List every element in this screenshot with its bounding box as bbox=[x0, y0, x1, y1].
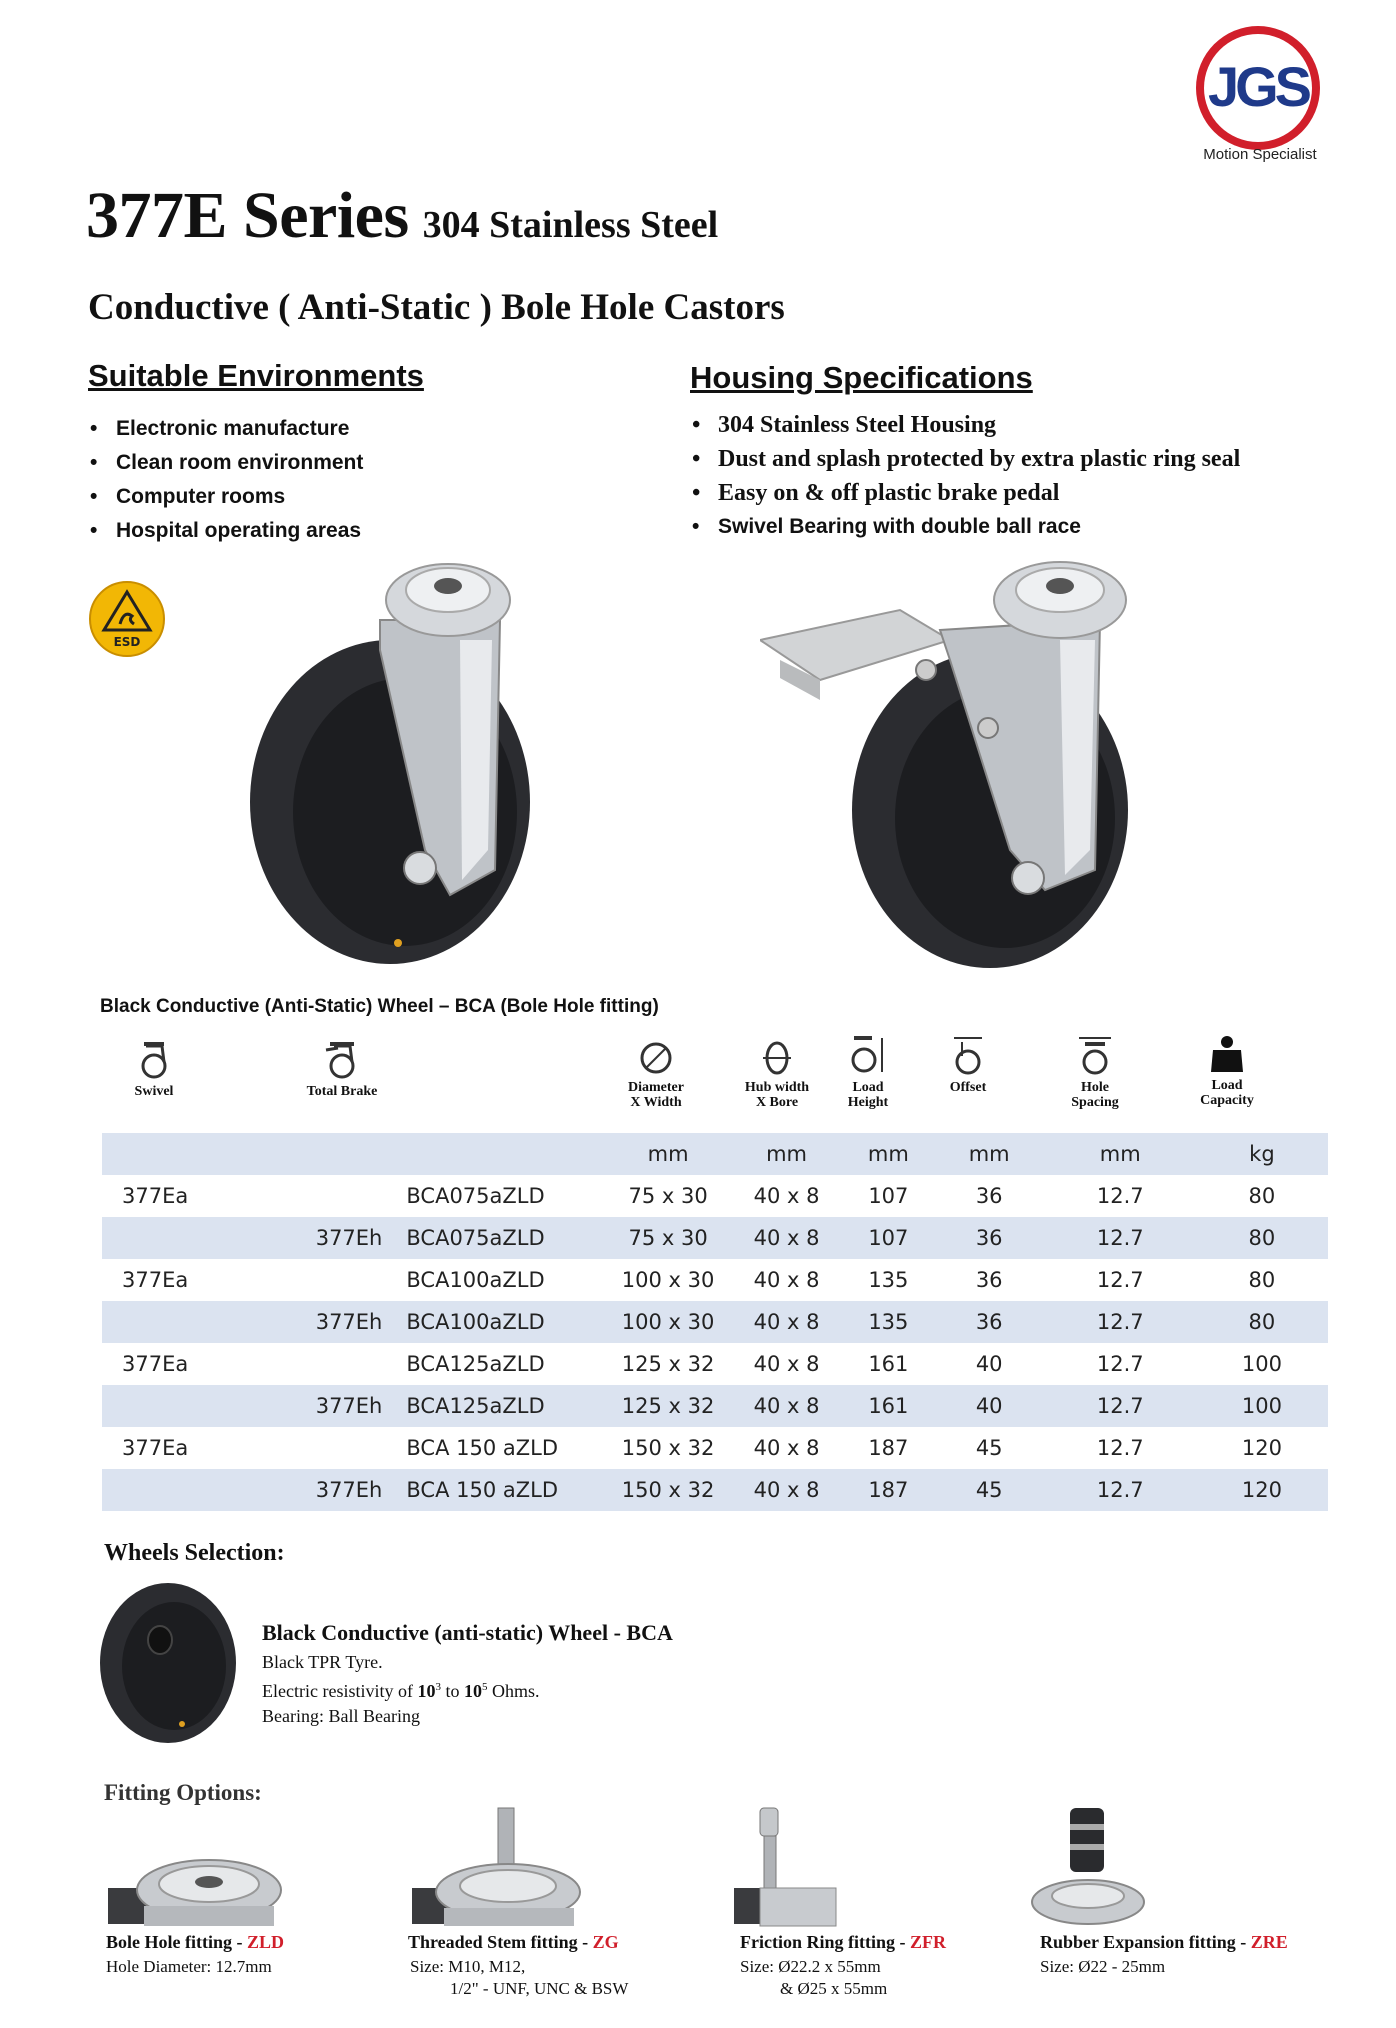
brake-castor-icon bbox=[322, 1040, 362, 1080]
table-cell: 12.7 bbox=[1096, 1436, 1144, 1460]
brake-castor-image bbox=[760, 550, 1160, 970]
housing-heading: Housing Specifications bbox=[690, 360, 1033, 395]
table-cell: 45 bbox=[975, 1436, 1003, 1460]
header-label: Hole bbox=[1081, 1080, 1109, 1095]
table-cell: 135 bbox=[868, 1268, 909, 1292]
material-title: 304 Stainless Steel bbox=[422, 204, 719, 246]
table-cell: 100 bbox=[1241, 1352, 1282, 1376]
wheel-title: Black Conductive (anti-static) Wheel - BCA bbox=[262, 1620, 673, 1645]
header-load-capacity bbox=[1190, 1034, 1264, 1108]
friction-ring-fitting-image bbox=[730, 1806, 840, 1928]
header-swivel bbox=[124, 1040, 184, 1099]
company-logo bbox=[1196, 26, 1324, 166]
rubber-expansion-fitting-image bbox=[1030, 1806, 1150, 1928]
esd-label: ESD bbox=[113, 635, 141, 649]
table-cell bbox=[102, 1385, 273, 1427]
table-cell: 12.7 bbox=[1045, 1469, 1196, 1511]
table-cell bbox=[273, 1343, 394, 1385]
table-cell: 45 bbox=[934, 1469, 1045, 1511]
table-cell: 120 bbox=[1241, 1436, 1282, 1460]
header-load-height bbox=[836, 1034, 900, 1110]
table-cell: 377Ea bbox=[122, 1436, 189, 1460]
swivel-castor-icon bbox=[134, 1040, 174, 1080]
housing-list bbox=[690, 408, 1240, 544]
table-cell: 12.7 bbox=[1096, 1268, 1144, 1292]
table-cell: 12.7 bbox=[1045, 1385, 1196, 1427]
table-row bbox=[102, 1301, 1328, 1343]
table-cell: 107 bbox=[868, 1184, 909, 1208]
table-cell: 377Ea bbox=[122, 1184, 189, 1208]
header-label: X Bore bbox=[755, 1095, 799, 1110]
page-title bbox=[86, 178, 718, 254]
table-cell bbox=[102, 1301, 273, 1343]
table-cell: 40 x 8 bbox=[730, 1385, 843, 1427]
table-cell: 40 x 8 bbox=[753, 1184, 820, 1208]
wheel-tyre: Black TPR Tyre. bbox=[262, 1652, 383, 1672]
table-cell bbox=[102, 1217, 273, 1259]
header-diameter bbox=[616, 1040, 696, 1110]
table-cell: 150 x 32 bbox=[606, 1469, 730, 1511]
table-cell: 40 x 8 bbox=[730, 1301, 843, 1343]
header-label: X Width bbox=[630, 1095, 682, 1110]
table-cell: 187 bbox=[868, 1436, 909, 1460]
list-item: • Hospital operating areas bbox=[88, 514, 363, 548]
table-row bbox=[102, 1217, 1328, 1259]
table-cell: 40 x 8 bbox=[753, 1352, 820, 1376]
table-cell: 125 x 32 bbox=[606, 1385, 730, 1427]
table-cell bbox=[102, 1469, 273, 1511]
table-cell bbox=[102, 1133, 273, 1175]
load-height-icon bbox=[848, 1034, 888, 1076]
threaded-stem-fitting-image bbox=[408, 1806, 588, 1928]
logo-letters: JGS bbox=[1207, 55, 1309, 118]
wheel-resistivity: Electric resistivity of $10^3$ to $10^5$ Ohms. bbox=[262, 1681, 540, 1701]
table-cell: BCA100aZLD bbox=[394, 1301, 606, 1343]
table-cell: 40 bbox=[934, 1385, 1045, 1427]
table-cell: 40 x 8 bbox=[730, 1217, 843, 1259]
header-label: Spacing bbox=[1071, 1095, 1119, 1110]
table-cell: kg bbox=[1196, 1133, 1328, 1175]
header-label: Height bbox=[847, 1095, 889, 1110]
table-cell: 12.7 bbox=[1045, 1301, 1196, 1343]
hub-width-icon bbox=[759, 1040, 795, 1076]
header-label: Load bbox=[852, 1080, 884, 1095]
fitting-desc-zg: Size: M10, M12, 1/2" - UNF, UNC & BSW bbox=[410, 1957, 629, 1998]
table-cell: 36 bbox=[975, 1268, 1003, 1292]
table-cell: 80 bbox=[1196, 1217, 1328, 1259]
list-item: • Computer rooms bbox=[88, 480, 363, 514]
spec-table bbox=[102, 1133, 1328, 1511]
table-cell: 150 x 32 bbox=[621, 1436, 715, 1460]
table-cell: 80 bbox=[1248, 1268, 1276, 1292]
fitting-label-zre: Rubber Expansion fitting - ZRE bbox=[1040, 1932, 1288, 1952]
fitting-desc-zre: Size: Ø22 - 25mm bbox=[1040, 1957, 1166, 1976]
table-cell: BCA125aZLD bbox=[394, 1385, 606, 1427]
table-cell: 107 bbox=[843, 1217, 934, 1259]
table-cell: BCA125aZLD bbox=[406, 1352, 545, 1376]
list-item: • Clean room environment bbox=[88, 446, 363, 480]
table-cell: 377Eh bbox=[273, 1469, 394, 1511]
header-offset bbox=[936, 1034, 1000, 1095]
esd-badge-icon bbox=[88, 580, 166, 658]
table-row bbox=[102, 1469, 1328, 1511]
table-row bbox=[102, 1175, 1328, 1217]
table-cell bbox=[273, 1259, 394, 1301]
table-cell bbox=[273, 1427, 394, 1469]
fitting-label-zld: Bole Hole fitting - ZLD bbox=[106, 1932, 284, 1952]
table-row bbox=[102, 1343, 1328, 1385]
table-cell: 40 x 8 bbox=[753, 1268, 820, 1292]
fitting-label-zg: Threaded Stem fitting - ZG bbox=[408, 1932, 619, 1952]
table-cell: mm bbox=[843, 1133, 934, 1175]
table-cell: 100 x 30 bbox=[606, 1301, 730, 1343]
header-hole-spacing bbox=[1058, 1034, 1132, 1110]
table-cell: 135 bbox=[843, 1301, 934, 1343]
table-cell: 100 bbox=[1196, 1385, 1328, 1427]
table-cell: 161 bbox=[868, 1352, 909, 1376]
table-cell: mm bbox=[1045, 1133, 1196, 1175]
header-label: Capacity bbox=[1200, 1093, 1254, 1108]
swivel-castor-image bbox=[230, 550, 590, 970]
fitting-desc-zld: Hole Diameter: 12.7mm bbox=[106, 1957, 272, 1976]
table-cell: 377Eh bbox=[273, 1385, 394, 1427]
table-caption: Black Conductive (Anti-Static) Wheel – BCA (Bole Hole fitting) bbox=[100, 996, 659, 1017]
fitting-desc-zfr: Size: Ø22.2 x 55mm & Ø25 x 55mm bbox=[740, 1957, 888, 1998]
table-cell: BCA075aZLD bbox=[406, 1184, 545, 1208]
table-cell: BCA100aZLD bbox=[406, 1268, 545, 1292]
table-row bbox=[102, 1259, 1328, 1301]
table-cell: 100 x 30 bbox=[621, 1268, 715, 1292]
table-cell: 12.7 bbox=[1096, 1352, 1144, 1376]
wheels-heading: Wheels Selection: bbox=[104, 1540, 285, 1566]
table-cell: 36 bbox=[934, 1217, 1045, 1259]
table-cell: 377Ea bbox=[122, 1352, 189, 1376]
table-cell: 36 bbox=[934, 1301, 1045, 1343]
units-row bbox=[102, 1133, 1328, 1175]
bole-hole-fitting-image bbox=[104, 1806, 284, 1928]
wheel-bearing: Bearing: Ball Bearing bbox=[262, 1706, 420, 1726]
header-label: Offset bbox=[949, 1080, 987, 1095]
table-cell: 75 x 30 bbox=[606, 1217, 730, 1259]
header-label: Load bbox=[1211, 1078, 1243, 1093]
wheel-description bbox=[262, 1650, 539, 1729]
header-label: Hub width bbox=[744, 1080, 810, 1095]
table-cell: 75 x 30 bbox=[628, 1184, 708, 1208]
list-item: • Easy on & off plastic brake pedal bbox=[690, 476, 1240, 510]
diameter-icon bbox=[638, 1040, 674, 1076]
table-cell: BCA075aZLD bbox=[394, 1217, 606, 1259]
table-cell bbox=[273, 1133, 394, 1175]
table-cell: BCA 150 aZLD bbox=[394, 1469, 606, 1511]
table-cell: 12.7 bbox=[1096, 1184, 1144, 1208]
logo-tagline: Motion Specialist bbox=[1203, 146, 1317, 163]
table-cell: 12.7 bbox=[1045, 1217, 1196, 1259]
list-item: • 304 Stainless Steel Housing bbox=[690, 408, 1240, 442]
list-item: • Swivel Bearing with double ball race bbox=[690, 510, 1240, 544]
list-item: • Dust and splash protected by extra plastic ring seal bbox=[690, 442, 1240, 476]
table-cell: 125 x 32 bbox=[621, 1352, 715, 1376]
offset-icon bbox=[950, 1034, 986, 1076]
table-cell: 377Eh bbox=[273, 1217, 394, 1259]
table-cell: 40 x 8 bbox=[753, 1436, 820, 1460]
header-brake bbox=[292, 1040, 392, 1099]
table-cell bbox=[394, 1133, 606, 1175]
table-cell: 377Ea bbox=[122, 1268, 189, 1292]
list-item: • Electronic manufacture bbox=[88, 412, 363, 446]
table-cell: mm bbox=[730, 1133, 843, 1175]
table-cell: 120 bbox=[1196, 1469, 1328, 1511]
table-cell: 377Eh bbox=[273, 1301, 394, 1343]
hole-spacing-icon bbox=[1075, 1034, 1115, 1076]
table-cell: mm bbox=[934, 1133, 1045, 1175]
wheel-image bbox=[98, 1580, 238, 1746]
table-cell: 80 bbox=[1248, 1184, 1276, 1208]
header-label: Total Brake bbox=[306, 1084, 378, 1099]
table-cell: 80 bbox=[1196, 1301, 1328, 1343]
table-cell: 36 bbox=[975, 1184, 1003, 1208]
table-cell: 40 bbox=[975, 1352, 1003, 1376]
environments-heading: Suitable Environments bbox=[88, 358, 424, 393]
table-row bbox=[102, 1427, 1328, 1469]
fitting-label-zfr: Friction Ring fitting - ZFR bbox=[740, 1932, 946, 1952]
table-cell: 187 bbox=[843, 1469, 934, 1511]
header-hub bbox=[733, 1040, 821, 1110]
table-cell: BCA 150 aZLD bbox=[406, 1436, 558, 1460]
weight-icon bbox=[1209, 1034, 1245, 1074]
fitting-heading: Fitting Options: bbox=[104, 1780, 262, 1805]
table-cell: mm bbox=[606, 1133, 730, 1175]
page-subtitle: Conductive ( Anti-Static ) Bole Hole Castors bbox=[88, 287, 785, 328]
table-cell: 161 bbox=[843, 1385, 934, 1427]
table-cell: 40 x 8 bbox=[730, 1469, 843, 1511]
series-title: 377E Series bbox=[86, 179, 409, 252]
environments-list bbox=[88, 412, 363, 548]
header-label: Diameter bbox=[628, 1080, 684, 1095]
table-row bbox=[102, 1385, 1328, 1427]
logo-ring bbox=[1196, 26, 1320, 150]
table-cell bbox=[273, 1175, 394, 1217]
header-label: Swivel bbox=[134, 1084, 174, 1099]
